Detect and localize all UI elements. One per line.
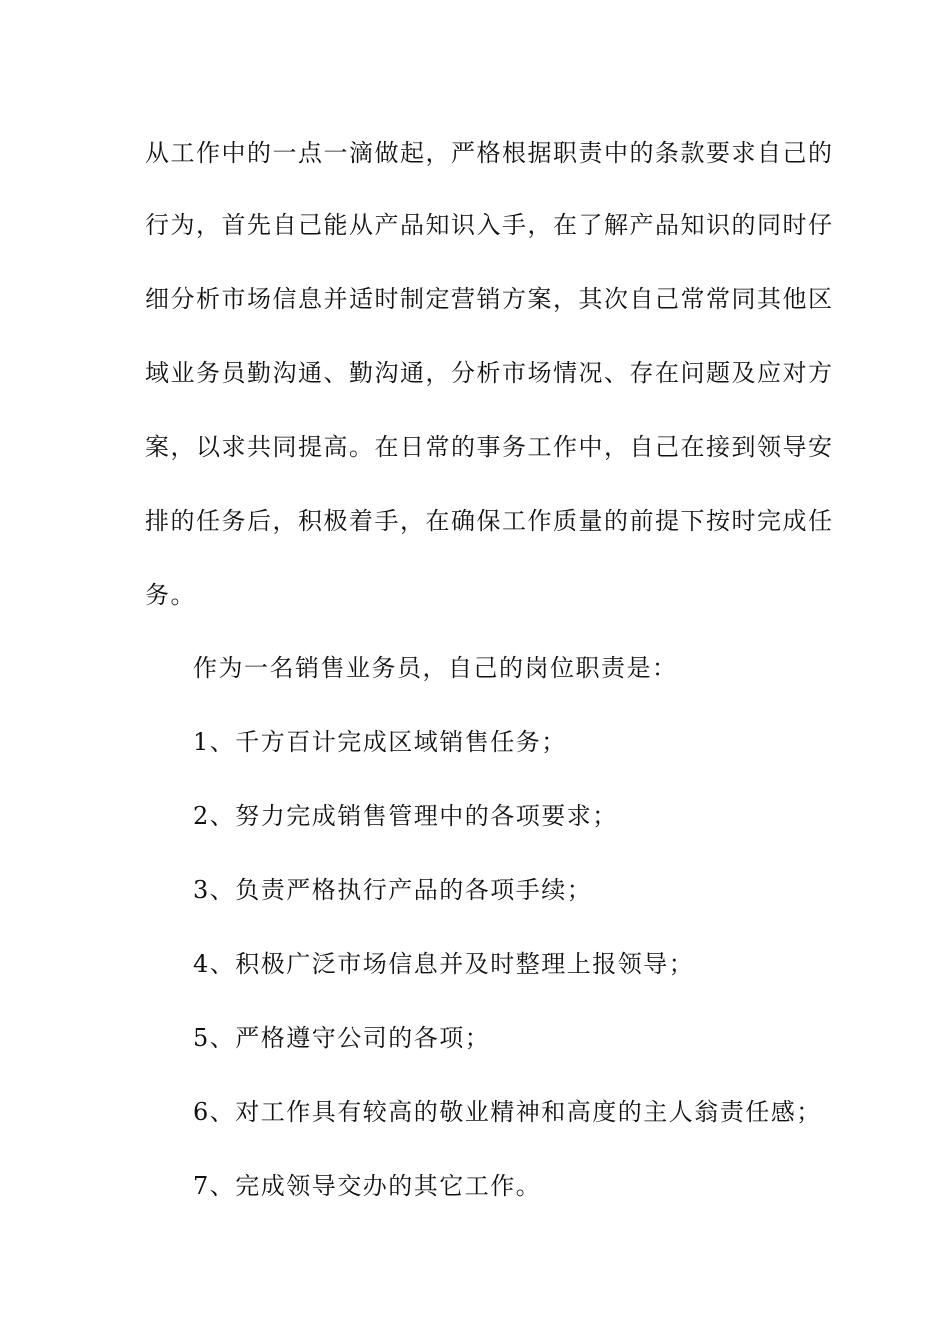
paragraph-line: 案，以求共同提高。在日常的事务工作中，自己在接到领导安 <box>145 433 834 461</box>
duty-item: 7、完成领导交办的其它工作。 <box>193 1172 542 1200</box>
duty-item: 3、负责严格执行产品的各项手续； <box>193 876 593 904</box>
paragraph-line: 从工作中的一点一滴做起，严格根据职责中的条款要求自己的 <box>145 139 834 167</box>
paragraph-line: 域业务员勤沟通、勤沟通，分析市场情况、存在问题及应对方 <box>145 359 834 387</box>
duty-item: 4、积极广泛市场信息并及时整理上报领导； <box>193 950 695 978</box>
paragraph-line: 细分析市场信息并适时制定营销方案，其次自己常常同其他区 <box>145 285 834 313</box>
paragraph-line: 务。 <box>145 581 196 609</box>
duty-item: 6、对工作具有较高的敬业精神和高度的主人翁责任感； <box>193 1098 822 1126</box>
duty-item: 1、千方百计完成区域销售任务； <box>193 728 567 756</box>
duty-item: 5、严格遵守公司的各项； <box>193 1024 491 1052</box>
duties-intro: 作为一名销售业务员，自己的岗位职责是： <box>193 654 678 682</box>
paragraph-line: 排的任务后，积极着手，在确保工作质量的前提下按时完成任 <box>145 507 834 535</box>
paragraph-line: 行为，首先自己能从产品知识入手，在了解产品知识的同时仔 <box>145 211 834 239</box>
duty-item: 2、努力完成销售管理中的各项要求； <box>193 802 618 830</box>
